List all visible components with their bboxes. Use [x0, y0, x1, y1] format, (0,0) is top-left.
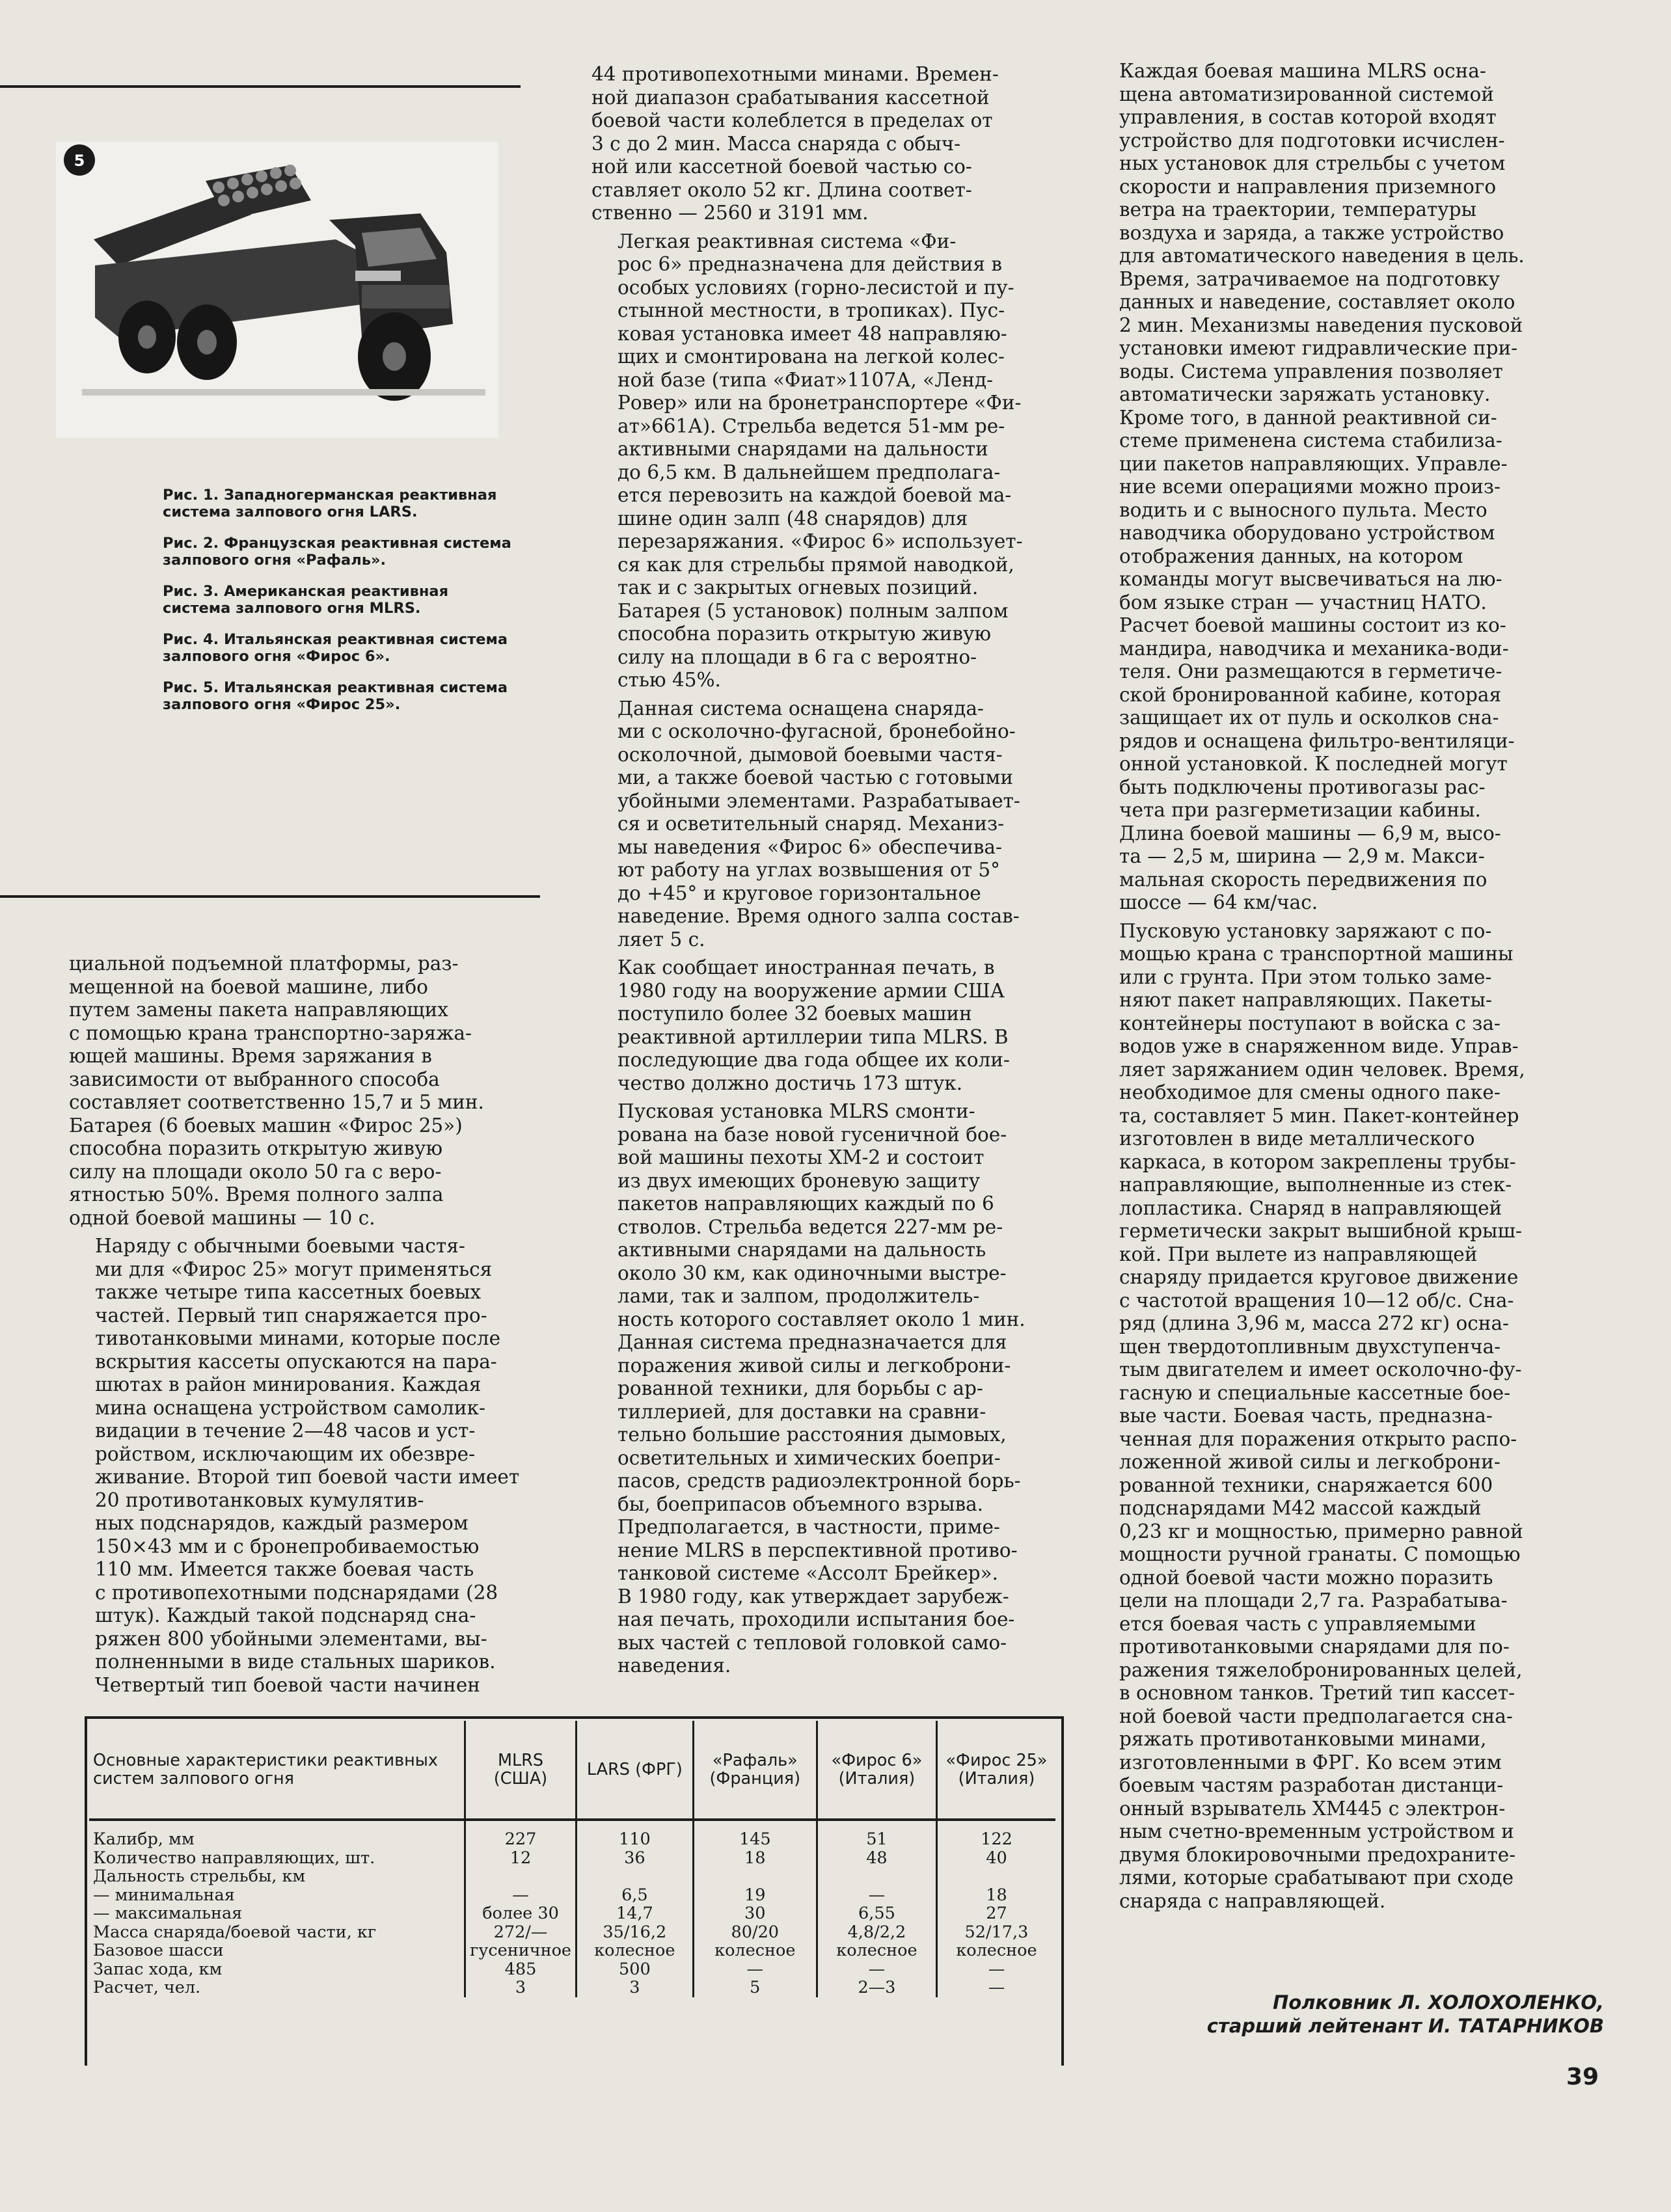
text-line: пасов, средств радиоэлектронной борь- [618, 1470, 1021, 1492]
table-row [89, 1941, 1055, 1960]
text-line: двумя блокировочными предохраните- [1119, 1843, 1516, 1866]
text-line: мы наведения «Фирос 6» обеспечива- [618, 835, 1002, 858]
text-line: ции пакетов направляющих. Управле- [1119, 452, 1508, 475]
table-param-cell: Количество направляющих, шт. [93, 1848, 375, 1868]
table-value-cell: — [817, 1886, 936, 1905]
text-line: ми для «Фирос 25» могут применяться [95, 1258, 493, 1280]
text-line: контейнеры поступают в войска с за- [1119, 1012, 1501, 1034]
text-line: скорости и направления приземного [1119, 175, 1497, 198]
table-value-cell: 6,55 [817, 1904, 936, 1923]
table-row [89, 1849, 1055, 1868]
text-line: команды могут высвечиваться на лю- [1119, 568, 1502, 590]
text-column-2 [591, 63, 1050, 1678]
text-line: та — 2,5 м, ширина — 2,9 м. Макси- [1119, 845, 1485, 867]
text-line: бы, боеприпасов объемного взрыва. [618, 1492, 984, 1515]
table-value-cell: более 30 [465, 1904, 577, 1923]
text-line: отображения данных, на котором [1119, 545, 1463, 567]
text-line: 44 противопехотными минами. Времен- [591, 63, 999, 85]
text-line: циальной подъемной платформы, раз- [69, 952, 459, 975]
text-line: 3 с до 2 мин. Масса снаряда с обыч- [591, 132, 961, 155]
text-line: одной боевой машины — 10 с. [69, 1206, 375, 1229]
text-line: онный взрыватель ХМ445 с электрон- [1119, 1797, 1506, 1820]
table-value-cell: 110 [577, 1820, 694, 1849]
text-line: онной установкой. К последней могут [1119, 753, 1508, 775]
text-line: живание. Второй тип боевой части имеет [95, 1466, 520, 1488]
table-col-header: «Рафаль» (Франция) [693, 1721, 817, 1820]
text-line: цели на площади 2,7 га. Разрабатыва- [1119, 1589, 1508, 1612]
text-line: ряжен 800 убойными элементами, вы- [95, 1627, 487, 1650]
table-row [89, 1960, 1055, 1979]
text-line: рованной техники, для борьбы с ар- [618, 1377, 983, 1399]
paragraph [591, 63, 1050, 225]
paragraph [591, 230, 1050, 692]
text-line: шине один залп (48 снарядов) для [618, 507, 968, 530]
text-line: ной или кассетной боевой частью со- [591, 155, 972, 178]
table-value-cell: 30 [693, 1904, 817, 1923]
paragraph [69, 952, 539, 1230]
text-line: вскрытия кассеты опускаются на пара- [95, 1350, 497, 1373]
caption-1: Рис. 1. Западногерманская реактивная система залпового огня LARS. [163, 487, 497, 520]
text-line: направляющие, выполненные из стек- [1119, 1174, 1512, 1196]
text-line: необходимое для смены одного паке- [1119, 1081, 1501, 1103]
text-line: реактивной артиллерии типа MLRS. В [618, 1025, 1009, 1048]
table-value-cell: — [936, 1978, 1055, 1997]
table-value-cell [465, 1867, 577, 1886]
text-line: ветра на траектории, температуры [1119, 198, 1476, 221]
mid-rule [0, 895, 540, 898]
text-line: Каждая боевая машина MLRS осна- [1119, 60, 1486, 82]
table-header-title: Основные характеристики реактивных систем залпового огня [89, 1721, 465, 1820]
text-line: щен твердотопливным двухступенча- [1119, 1335, 1501, 1358]
text-line: с противопехотными подснарядами (28 [95, 1581, 498, 1604]
table-value-cell: 27 [936, 1904, 1055, 1923]
table-param-cell: Расчет, чел. [93, 1978, 201, 1997]
text-line: чество должно достичь 173 штук. [618, 1072, 963, 1094]
text-line: 0,23 кг и мощностью, примерно равной [1119, 1520, 1523, 1543]
text-line: нение MLRS в перспективной противо- [618, 1539, 1018, 1561]
table-row [89, 1978, 1055, 1997]
text-line: мощности ручной гранаты. С помощью [1119, 1543, 1521, 1565]
text-line: стынной местности, в тропиках). Пус- [618, 299, 1005, 321]
paragraph [591, 956, 1050, 1095]
text-line: бом языке стран — участниц НАТО. [1119, 591, 1487, 614]
text-line: способна поразить открытую живую [618, 623, 992, 645]
text-line: ятностью 50%. Время полного залпа [69, 1183, 444, 1206]
table-param-cell: — минимальная [93, 1885, 235, 1905]
specs-table [89, 1721, 1055, 1997]
table-value-cell [693, 1867, 817, 1886]
table-value-cell: 5 [693, 1978, 817, 1997]
text-line: Как сообщает иностранная печать, в [618, 956, 995, 978]
text-line: снаряда с направляющей. [1119, 1889, 1386, 1912]
text-line: или с грунта. При этом только заме- [1119, 965, 1492, 988]
text-line: ных установок для стрельбы с учетом [1119, 152, 1506, 174]
text-line: снаряду придается круговое движение [1119, 1266, 1519, 1288]
text-line: активными снарядами на дальности [618, 438, 988, 460]
table-value-cell: 51 [817, 1820, 936, 1849]
text-line: около 30 км, как одиночными выстре- [618, 1261, 1007, 1284]
top-rule [0, 85, 521, 88]
table-value-cell: колесное [817, 1941, 936, 1960]
table-value-cell: 485 [465, 1960, 577, 1979]
text-line: ной базе (типа «Фиат»1107А, «Ленд- [618, 368, 994, 391]
text-line: составляет соответственно 15,7 и 5 мин. [69, 1091, 484, 1113]
text-line: из двух имеющих броневую защиту [618, 1169, 981, 1192]
table-value-cell: 18 [693, 1849, 817, 1868]
table-value-cell: 3 [577, 1978, 694, 1997]
text-line: боевой части колеблется в пределах от [591, 109, 993, 131]
text-line: полненными в виде стальных шариков. [95, 1651, 496, 1673]
table-row [89, 1867, 1055, 1886]
table-param-cell: — максимальная [93, 1904, 243, 1923]
table-col-header: «Фирос 6» (Италия) [817, 1721, 936, 1820]
table-value-cell: 35/16,2 [577, 1923, 694, 1942]
text-line: 2 мин. Механизмы наведения пусковой [1119, 314, 1523, 336]
text-line: ных подснарядов, каждый размером [95, 1512, 469, 1534]
text-line: мина оснащена устройством самолик- [95, 1396, 485, 1419]
text-line: воды. Система управления позволяет [1119, 360, 1503, 383]
text-line: также четыре типа кассетных боевых [95, 1281, 482, 1303]
text-line: изготовленными в ФРГ. Ко всем этим [1119, 1751, 1502, 1774]
text-line: Предполагается, в частности, приме- [618, 1516, 1000, 1538]
table-value-cell: — [817, 1960, 936, 1979]
text-line: стеме применена система стабилиза- [1119, 429, 1502, 452]
table-value-cell: колесное [693, 1941, 817, 1960]
signature-line-1: Полковник Л. ХОЛОХОЛЕНКО, [1272, 1991, 1604, 2014]
text-line: в основном танков. Третий тип кассет- [1119, 1682, 1515, 1704]
text-line: одной боевой части можно поразить [1119, 1566, 1493, 1589]
text-line: ряжать противотанковыми минами, [1119, 1728, 1487, 1750]
text-line: ется боевая часть с управляемыми [1119, 1612, 1476, 1635]
text-column-3 [1093, 60, 1596, 1913]
table-value-cell: 3 [465, 1978, 577, 1997]
text-line: ным счетно-временным устройством и [1119, 1820, 1514, 1842]
text-line: 150×43 мм и с бронепробиваемостью [95, 1535, 480, 1558]
text-line: щена автоматизированной системой [1119, 83, 1494, 105]
text-line: ковая установка имеет 48 направляю- [618, 322, 1007, 345]
text-line: с частотой вращения 10—12 об/с. Сна- [1119, 1289, 1514, 1312]
text-line: воздуха и заряда, а также устройство [1119, 221, 1504, 244]
text-line: Ровер» или на бронетранспортере «Фи- [618, 392, 1022, 414]
table-value-cell: 6,5 [577, 1886, 694, 1905]
text-line: так и с закрытых огневых позиций. [618, 576, 979, 599]
text-line: Длина боевой машины — 6,9 м, высо- [1119, 822, 1501, 844]
text-line: пакетов направляющих каждый по 6 [618, 1193, 994, 1215]
table-value-cell: 48 [817, 1849, 936, 1868]
table-col-header: «Фирос 25» (Италия) [936, 1721, 1055, 1820]
text-line: путем замены пакета направляющих [69, 999, 448, 1021]
text-line: убойными элементами. Разрабатывает- [618, 789, 1020, 812]
table-value-cell: 12 [465, 1849, 577, 1868]
table-value-cell: 145 [693, 1820, 817, 1849]
text-line: ройством, исключающим их обезвре- [95, 1442, 476, 1465]
text-line: Легкая реактивная система «Фи- [618, 230, 957, 252]
caption-3: Рис. 3. Американская реактивная система залпового огня MLRS. [163, 583, 449, 617]
text-line: Четвертый тип боевой части начинен [95, 1673, 480, 1696]
text-line: рос 6» предназначена для действия в [618, 253, 1002, 275]
paragraph [591, 1100, 1050, 1678]
text-line: мещенной на боевой машине, либо [69, 975, 428, 998]
table-value-cell: 2—3 [817, 1978, 936, 1997]
text-line: ражения тяжелобронированных целей, [1119, 1658, 1523, 1681]
text-line: ственно — 2560 и 3191 мм. [591, 202, 869, 224]
table-value-cell: 52/17,3 [936, 1923, 1055, 1942]
text-line: частей. Первый тип снаряжается про- [95, 1304, 487, 1327]
table-value-cell [817, 1867, 936, 1886]
text-line: ние всеми операциями можно произ- [1119, 476, 1501, 498]
text-line: вые части. Боевая часть, предназна- [1119, 1405, 1493, 1427]
text-line: водить и с выносного пульта. Место [1119, 498, 1488, 521]
figure-photo [56, 142, 498, 438]
text-line: ми с осколочно-фугасной, бронебойно- [618, 720, 1016, 742]
text-line: автоматически заряжать установку. [1119, 383, 1491, 405]
text-line: рядов и оснащена фильтро-вентиляци- [1119, 729, 1515, 752]
text-line: В 1980 году, как утверждает зарубеж- [618, 1585, 1009, 1608]
text-line: Время, затрачиваемое на подготовку [1119, 267, 1501, 290]
text-line: особых условиях (горно-лесистой и пу- [618, 276, 1014, 299]
table-value-cell: 19 [693, 1886, 817, 1905]
text-line: перезаряжания. «Фирос 6» использует- [618, 530, 1023, 552]
text-line: ляет 5 с. [618, 928, 705, 951]
text-line: тым двигателем и имеет осколочно-фу- [1119, 1358, 1522, 1381]
table-row [89, 1904, 1055, 1923]
table-value-cell: 122 [936, 1820, 1055, 1849]
text-line: Наряду с обычными боевыми частя- [95, 1235, 465, 1257]
text-line: подснарядами М42 массой каждый [1119, 1497, 1482, 1519]
text-line: Расчет боевой машины состоит из ко- [1119, 614, 1506, 636]
text-line: силу на площади в 6 га с вероятно- [618, 645, 977, 668]
table-row [89, 1820, 1055, 1849]
caption-4: Рис. 4. Итальянская реактивная система залпового огня «Фирос 6». [163, 631, 508, 665]
table-value-cell [936, 1867, 1055, 1886]
table-value-cell: 18 [936, 1886, 1055, 1905]
text-line: мандира, наводчика и механика-води- [1119, 637, 1509, 660]
text-line: водов уже в снаряженном виде. Управ- [1119, 1035, 1519, 1057]
table-header-row [89, 1721, 1055, 1820]
table-value-cell: — [936, 1960, 1055, 1979]
table-col-header: LARS (ФРГ) [577, 1721, 694, 1820]
table-value-cell: 36 [577, 1849, 694, 1868]
text-line: лами, так и залпом, продолжитель- [618, 1285, 980, 1307]
text-line: поражения живой силы и легкоброни- [618, 1354, 1011, 1377]
text-line: активными снарядами на дальность [618, 1239, 986, 1261]
text-line: лопластика. Снаряд в направляющей [1119, 1196, 1502, 1219]
text-line: боевым частям разработан дистанци- [1119, 1774, 1504, 1796]
text-line: до 6,5 км. В дальнейшем предполага- [618, 461, 1001, 483]
text-line: Батарея (5 установок) полным залпом [618, 599, 1009, 622]
caption-2: Рис. 2. Французская реактивная система залпового огня «Рафаль». [163, 535, 511, 569]
text-line: рована на базе новой гусеничной бое- [618, 1123, 1007, 1146]
table-param-cell: Запас хода, км [93, 1959, 223, 1979]
paragraph [1093, 60, 1596, 915]
text-line: для автоматического наведения в цель. [1119, 245, 1525, 267]
text-line: лями, которые срабатывают при сходе [1119, 1867, 1514, 1889]
paragraph [69, 1235, 539, 1697]
text-line: танковой системе «Ассолт Брейкер». [618, 1562, 998, 1584]
text-line: ющей машины. Время заряжания в [69, 1045, 432, 1067]
text-line: осколочной, дымовой боевыми частя- [618, 743, 1003, 766]
page-number: 39 [1566, 2064, 1599, 2090]
text-line: шоссе — 64 км/час. [1119, 891, 1318, 913]
text-line: 20 противотанковых кумулятив- [95, 1489, 424, 1511]
text-line: защищает их от пуль и осколков сна- [1119, 707, 1499, 729]
text-line: тиллерией, для доставки на сравни- [618, 1400, 986, 1423]
text-line: Данная система оснащена снаряда- [618, 697, 984, 720]
text-line: ная печать, проходили испытания бое- [618, 1608, 1015, 1630]
table-param-cell: Базовое шасси [93, 1941, 224, 1960]
text-line: до +45° и круговое горизонтальное [618, 882, 981, 904]
text-line: последующие два года общее их коли- [618, 1049, 1010, 1071]
text-line: Пусковую установку заряжают с по- [1119, 919, 1492, 942]
text-line: зависимости от выбранного способа [69, 1068, 440, 1090]
text-line: теля. Они размещаются в герметиче- [1119, 660, 1502, 682]
text-line: рованной техники, снаряжается 600 [1119, 1474, 1493, 1496]
text-line: чета при разгерметизации кабины. [1119, 799, 1481, 821]
table-value-cell: 40 [936, 1849, 1055, 1868]
table-value-cell: 272/— [465, 1923, 577, 1942]
text-line: ют работу на углах возвышения от 5° [618, 859, 1000, 881]
text-line: ляет заряжанием один человек. Время, [1119, 1058, 1525, 1081]
text-line: данных и наведение, составляет около [1119, 291, 1515, 313]
table-value-cell: гусеничное [465, 1941, 577, 1960]
text-line: каркаса, в котором закреплены трубы- [1119, 1150, 1516, 1173]
text-line: ряд (длина 3,96 м, масса 272 кг) осна- [1119, 1312, 1510, 1334]
table-value-cell: 4,8/2,2 [817, 1923, 936, 1942]
text-line: Пусковая установка MLRS смонти- [618, 1100, 975, 1122]
text-line: щих и смонтирована на легкой колес- [618, 345, 1005, 368]
text-line: ся и осветительный снаряд. Механиз- [618, 813, 1005, 835]
text-line: гасную и специальные кассетные бое- [1119, 1381, 1511, 1404]
signature [1139, 1991, 1604, 2038]
text-line: вой машины пехоты ХМ-2 и состоит [618, 1146, 985, 1168]
text-line: изготовлен в виде металлического [1119, 1127, 1475, 1150]
text-line: управления, в состав которой входят [1119, 106, 1497, 128]
signature-line-2: старший лейтенант И. ТАТАРНИКОВ [1206, 2015, 1604, 2037]
text-line: устройство для подготовки исчислен- [1119, 129, 1505, 152]
rocket-launcher-truck-image [56, 142, 498, 438]
table-value-cell: колесное [936, 1941, 1055, 1960]
text-line: Кроме того, в данной реактивной си- [1119, 406, 1497, 429]
table-value-cell [577, 1867, 694, 1886]
text-line: осветительных и химических боепри- [618, 1446, 1001, 1469]
text-line: быть подключены противогазы рас- [1119, 776, 1486, 798]
text-line: Батарея (6 боевых машин «Фирос 25») [69, 1114, 463, 1137]
text-line: тельно большие расстояния дымовых, [618, 1423, 1007, 1446]
text-line: ченная для поражения открыто распо- [1119, 1427, 1517, 1450]
text-line: мощью крана с транспортной машины [1119, 943, 1514, 965]
table-param-cell: Масса снаряда/боевой части, кг [93, 1922, 377, 1942]
text-line: ат»661А). Стрельба ведется 51-мм ре- [618, 414, 1005, 437]
figure-badge: 5 [74, 152, 85, 170]
text-line: видации в течение 2—48 часов и уст- [95, 1420, 476, 1442]
paragraph [1093, 920, 1596, 1913]
text-line: ставляет около 52 кг. Длина соответ- [591, 178, 972, 201]
table-param-cell: Калибр, мм [93, 1829, 195, 1849]
table-value-cell: колесное [577, 1941, 694, 1960]
text-line: ной диапазон срабатывания кассетной [591, 86, 990, 109]
text-line: наводчика оборудовано устройством [1119, 522, 1495, 544]
text-line: 110 мм. Имеется также боевая часть [95, 1558, 474, 1580]
text-line: ется перевозить на каждой боевой ма- [618, 484, 1012, 506]
text-line: штук). Каждый такой подснаряд сна- [95, 1604, 476, 1626]
text-line: силу на площади около 50 га с веро- [69, 1160, 442, 1183]
text-line: способна поразить открытую живую [69, 1137, 443, 1159]
text-line: ной боевой части предполагается сна- [1119, 1705, 1513, 1727]
figure-captions [163, 487, 519, 727]
table-value-cell: 500 [577, 1960, 694, 1979]
table-value-cell: 227 [465, 1820, 577, 1849]
table-col-header: MLRS (США) [465, 1721, 577, 1820]
text-line: тивотанковыми минами, которые после [95, 1327, 501, 1349]
text-line: Данная система предназначается для [618, 1331, 1007, 1353]
text-line: стволов. Стрельба ведется 227-мм ре- [618, 1215, 1003, 1238]
text-line: няют пакет направляющих. Пакеты- [1119, 989, 1492, 1011]
text-line: шютах в район минирования. Каждая [95, 1373, 482, 1396]
text-line: 1980 году на вооружение армии США [618, 979, 1005, 1002]
text-line: противотанковыми снарядами для по- [1119, 1636, 1510, 1658]
table-value-cell: — [465, 1886, 577, 1905]
text-line: вых частей с тепловой головкой само- [618, 1631, 1007, 1654]
text-line: установки имеют гидравлические при- [1119, 337, 1518, 359]
text-line: наведения. [618, 1654, 731, 1677]
text-line: мальная скорость передвижения по [1119, 868, 1488, 891]
text-line: поступило более 32 боевых машин [618, 1003, 972, 1025]
text-line: наведение. Время одного залпа состав- [618, 905, 1020, 927]
text-line: ся как для стрельбы прямой наводкой, [618, 553, 1014, 576]
text-line: с помощью крана транспортно-заряжа- [69, 1021, 472, 1044]
table-row [89, 1886, 1055, 1905]
table-value-cell: — [693, 1960, 817, 1979]
text-line: та, составляет 5 мин. Пакет-контейнер [1119, 1104, 1519, 1127]
text-line: герметически закрыт вышибной крыш- [1119, 1220, 1522, 1242]
paragraph [591, 697, 1050, 952]
table-row [89, 1923, 1055, 1942]
text-line: ской бронированной кабине, которая [1119, 683, 1502, 706]
text-line: кой. При вылете из направляющей [1119, 1243, 1478, 1265]
text-line: ложенной живой силы и легкоброни- [1119, 1451, 1501, 1473]
text-column-1 [69, 952, 539, 1697]
table-param-cell: Дальность стрельбы, км [93, 1867, 306, 1886]
text-line: стью 45%. [618, 669, 721, 691]
table-value-cell: 14,7 [577, 1904, 694, 1923]
caption-5: Рис. 5. Итальянская реактивная система залпового огня «Фирос 25». [163, 679, 508, 713]
table-value-cell: 80/20 [693, 1923, 817, 1942]
text-line: ность которого составляет около 1 мин. [618, 1308, 1026, 1330]
text-line: ми, а также боевой частью с готовыми [618, 766, 1013, 789]
